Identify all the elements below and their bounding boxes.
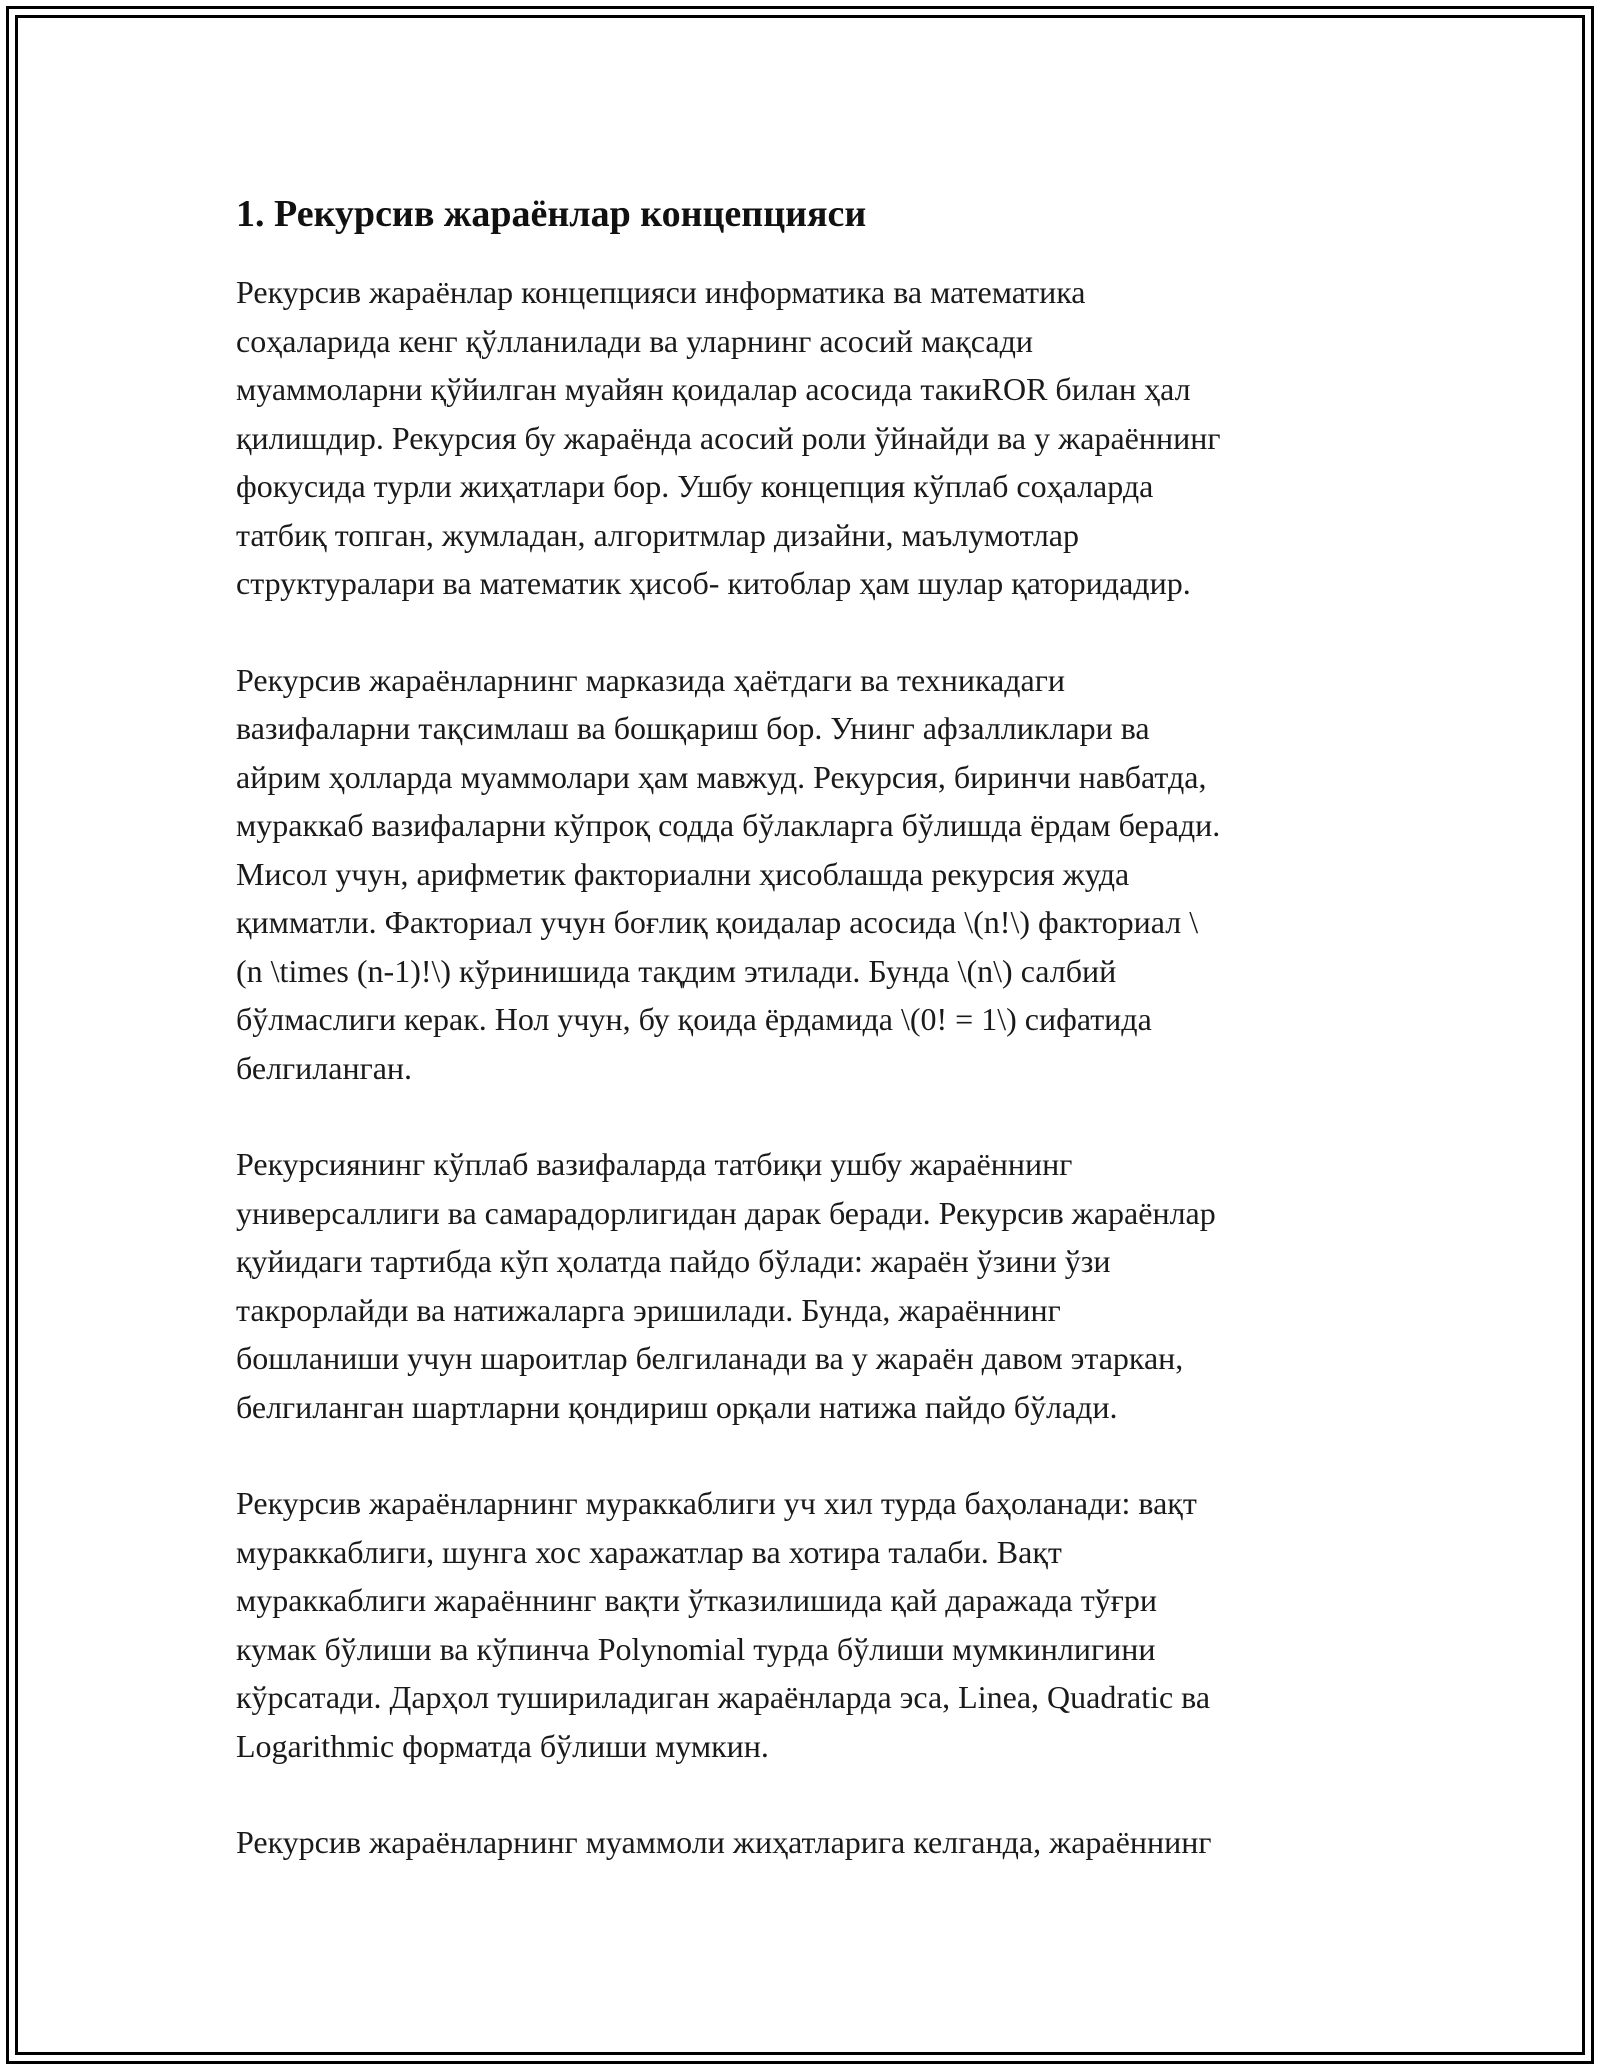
text-line: белгиланган. [236,1049,413,1086]
text-line: Рекурсив жараёнлар концепцияси информатика ва математика [236,274,1086,310]
text-line: Рекурсив жараёнларнинг марказида ҳаётдаги ва техникадаги [236,661,1065,698]
text-line: мураккаблиги жараённинг вақти ўтказилишида қай даражада тўғри [236,1582,1157,1618]
text-line: Рекурсив жараёнларнинг муаммоли жиҳатларига келганда, жараённинг [236,1824,1212,1860]
text-line: айрим ҳолларда муаммолари ҳам мавжуд. Рекурсия, биринчи навбатда, [236,758,1207,795]
text-line: татбиқ топган, жумладан, алгоритмлар дизайни, маълумотлар [236,516,1079,553]
text-line: (n \times (n-1)!\) кўринишида тақдим этилади. Бунда \(n\) салбий [236,952,1117,989]
text-line: мураккаблиги, шунга хос харажатлар ва хотира талаби. Вақт [236,1533,1062,1570]
text-line: такрорлайди ва натижаларга эришилади. Бунда, жараённинг [236,1291,1061,1328]
text-line: Рекурсив жараёнларнинг мураккаблиги уч хил турда баҳоланади: вақт [236,1485,1197,1521]
section-heading: 1. Рекурсив жараёнлар концепцияси [236,193,867,235]
text-line: кумак бўлиши ва кўпинча Polynomial турда бўлиши мумкинлигини [236,1630,1156,1667]
text-line: қилишдир. Рекурсия бу жараёнда асосий роли ўйнайди ва у жараённинг [236,419,1221,456]
text-line: вазифаларни тақсимлаш ва бошқариш бор. Унинг афзалликлари ва [236,710,1150,746]
paragraph-2 [236,656,1376,1093]
document-body [236,186,1376,1915]
text-line: Logarithmic форматда бўлиши мумкин. [236,1727,769,1764]
text-line: соҳаларида кенг қўлланилади ва уларнинг асосий мақсади [236,322,1033,359]
text-line: структуралари ва математик ҳисоб- китоблар ҳам шулар қаторидадир. [236,565,1191,601]
text-line: Рекурсиянинг кўплаб вазифаларда татбиқи ушбу жараённинг [236,1146,1073,1182]
text-line: қимматли. Факториал учун боғлиқ қоидалар асосида \(n!\) факториал \ [236,904,1199,940]
paragraph-5 [236,1818,1376,1867]
text-line: фокусида турли жиҳатлари бор. Ушбу концепция кўплаб соҳаларда [236,468,1154,504]
paragraph-1 [236,268,1376,608]
paragraph-3 [236,1140,1376,1431]
text-line: бўлмаслиги керак. Нол учун, бу қоида ёрдамида \(0! = 1\) сифатида [236,1001,1152,1037]
text-line: бошланиши учун шароитлар белгиланади ва у жараён давом этаркан, [236,1340,1184,1376]
text-line: Мисол учун, арифметик факториални ҳисоблашда рекурсия жуда [236,855,1130,892]
text-line: қуйидаги тартибда кўп ҳолатда пайдо бўлади: жараён ўзини ўзи [236,1243,1111,1279]
text-line: универсаллиги ва самарадорлигидан дарак беради. Рекурсив жараёнлар [236,1194,1216,1231]
text-line: кўрсатади. Дарҳол тушириладиган жараёнларда эса, Linea, Quadratic ва [236,1679,1211,1715]
text-line: белгиланган шартларни қондириш орқали натижа пайдо бўлади. [236,1388,1118,1425]
paragraph-4 [236,1479,1376,1770]
text-line: муаммоларни қўйилган муайян қоидалар асосида такиROR билан ҳал [236,371,1191,407]
text-line: мураккаб вазифаларни кўпроқ содда бўлакларга бўлишда ёрдам беради. [236,807,1221,843]
